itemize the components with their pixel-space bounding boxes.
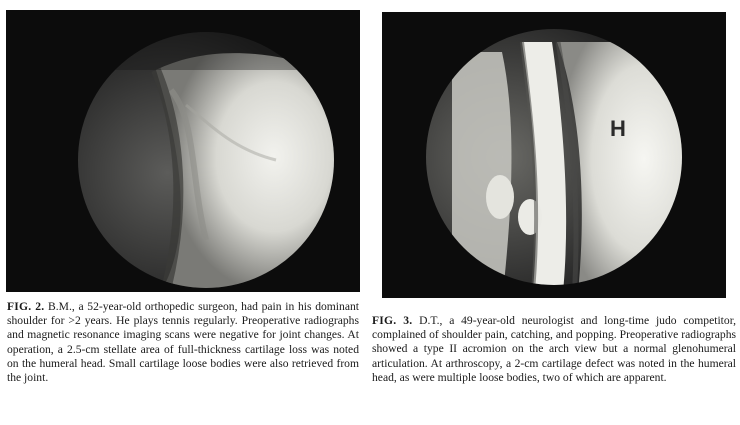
figure-2-caption-text: B.M., a 52-year-old orthopedic surgeon, had pain in his dominant shoulder for >2 years. He plays tennis regularly. Preoperative radiographs and magnetic resonance imaging scans were negative for joint changes. At operation, a 2.5-cm stellate area of full-thickness cartilage loss was noted on the humeral head. Small cartilage loose bodies were also retrieved from the joint. (7, 300, 359, 385)
figure-2-arthroscopy-image (6, 10, 360, 292)
figure-3-caption-text: D.T., a 49-year-old neurologist and long-time judo competitor, complained of shoulder pain, catching, and popping. Preoperative radiographs showed a type II acromion on the arch view but a normal glenohumeral articulation. At arthroscopy, a 2-cm cartilage defect was noted in the humeral head, as were multiple loose bodies, two of which are apparent. (372, 314, 736, 384)
figure-3-caption (372, 314, 736, 385)
figure-2-label: FIG. 2. (7, 300, 45, 313)
humeral-head-label: H (610, 116, 626, 141)
figure-3-label: FIG. 3. (372, 314, 413, 327)
figure-2-caption (7, 300, 359, 385)
figure-3-arthroscopy-image (382, 12, 726, 298)
figure-2-arthroscopic-view (6, 10, 360, 292)
figure-3-arthroscopic-view (382, 12, 726, 298)
